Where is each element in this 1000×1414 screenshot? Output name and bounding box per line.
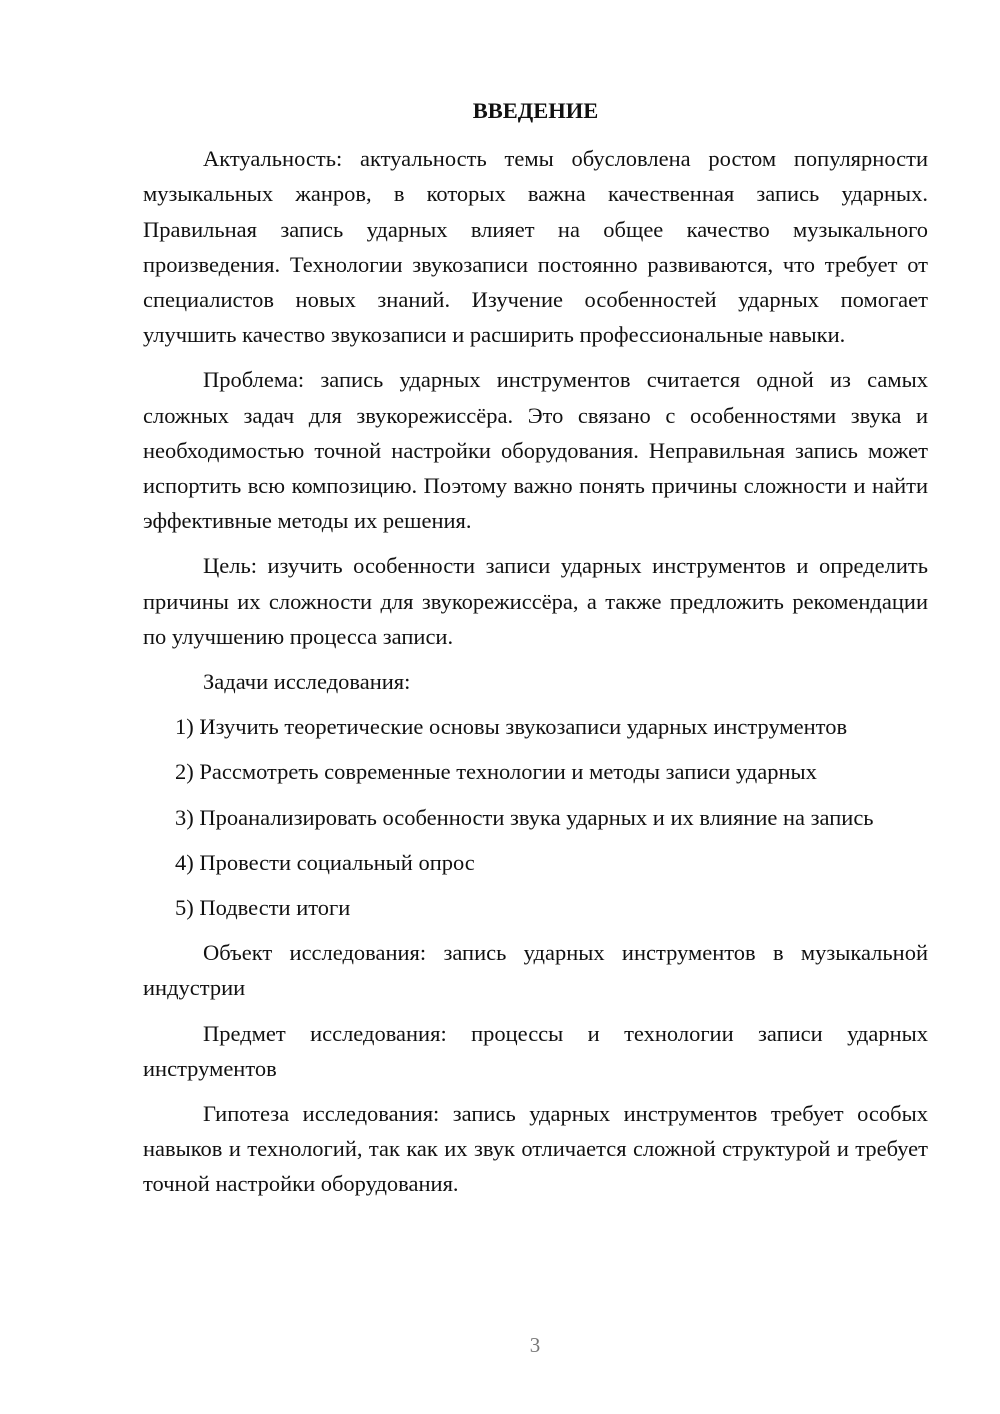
paragraph-relevance: Актуальность: актуальность темы обусловлена ростом популярности музыкальных жанров, в которых важна качественная запись ударных. Правильная запись ударных влияет на общее качество музыкального произведения. Технологии звукозаписи постоянно развиваются, что требует от специалистов новых знаний. Изучение особенностей ударных помогает улучшить качество звукозаписи и расширить профессиональные навыки. xyxy=(143,146,928,348)
task-item-4: 4) Провести социальный опрос xyxy=(175,849,475,875)
page-number: 3 xyxy=(529,1333,541,1357)
paragraph-hypothesis: Гипотеза исследования: запись ударных инструментов требует особых навыков и технологий, так как их звук отличается сложной структурой и требует точной настройки оборудования. xyxy=(143,1101,928,1197)
task-item-1: 1) Изучить теоретические основы звукозаписи ударных инструментов xyxy=(175,714,848,740)
task-item-5: 5) Подвести итоги xyxy=(175,895,351,921)
document-body xyxy=(143,93,928,1212)
paragraph-goal: Цель: изучить особенности записи ударных инструментов и определить причины их сложности для звукорежиссёра, а также предложить рекомендации по улучшению процесса записи. xyxy=(143,553,928,649)
paragraph-problem: Проблема: запись ударных инструментов считается одной из самых сложных задач для звукорежиссёра. Это связано с особенностями звука и необходимостью точной настройки оборудования. Неправильная запись может испортить всю композицию. Поэтому важно понять причины сложности и найти эффективные методы их решения. xyxy=(143,367,928,534)
tasks-heading: Задачи исследования: xyxy=(203,669,411,695)
page-title: ВВЕДЕНИЕ xyxy=(472,98,599,123)
paragraph-subject: Предмет исследования: процессы и технологии записи ударных инструментов xyxy=(143,1020,928,1081)
task-item-2: 2) Рассмотреть современные технологии и методы записи ударных xyxy=(175,759,817,785)
task-item-3: 3) Проанализировать особенности звука ударных и их влияние на запись xyxy=(175,804,874,830)
paragraph-object: Объект исследования: запись ударных инструментов в музыкальной индустрии xyxy=(143,940,928,1001)
